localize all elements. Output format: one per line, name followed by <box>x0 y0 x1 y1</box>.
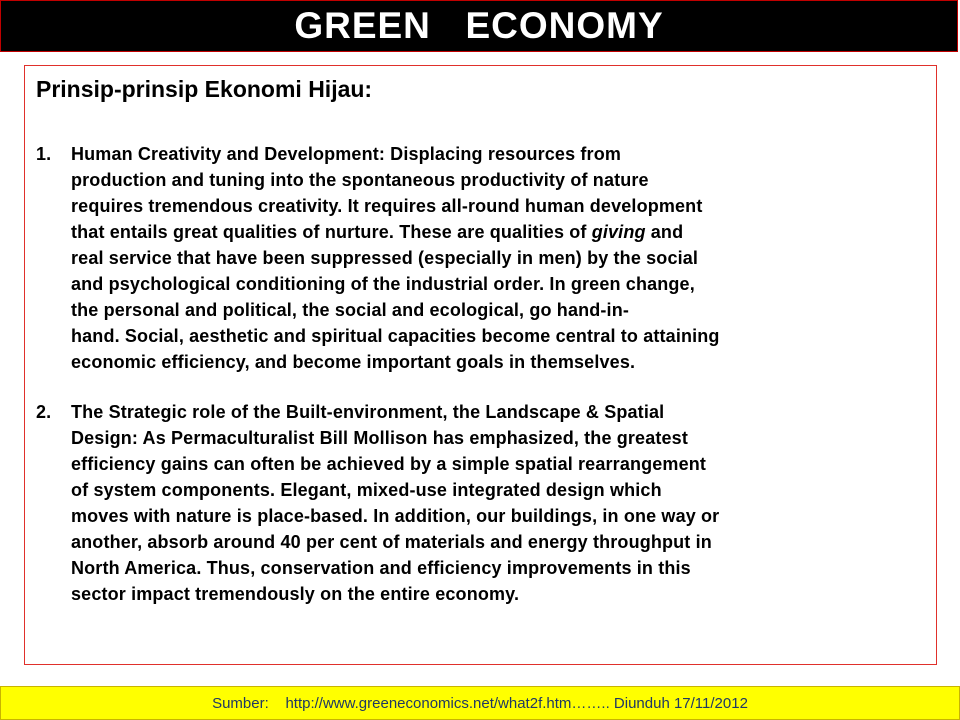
principle-line: North America. Thus, conservation and efficiency improvements in this <box>71 558 691 578</box>
principle-line: real service that have been suppressed (especially in men) by the social <box>71 248 699 268</box>
principle-line: production and tuning into the spontaneous productivity of nature <box>71 170 649 190</box>
principle-number: 1. <box>36 144 52 164</box>
principle-line: another, absorb around 40 per cent of materials and energy throughput in <box>71 532 712 552</box>
title-bar <box>0 0 958 52</box>
source-bar <box>0 686 960 720</box>
emphasis-giving: giving <box>591 222 646 242</box>
principle-line-with-emphasis <box>71 219 931 245</box>
principle-line: sector impact tremendously on the entire economy. <box>71 584 520 604</box>
principles-heading: Prinsip-prinsip Ekonomi Hijau: <box>36 76 373 102</box>
principle-line: Design: As Permaculturalist Bill Mollison has emphasized, the greatest <box>71 428 688 448</box>
principle-line: hand. Social, aesthetic and spiritual capacities become central to attaining <box>71 326 720 346</box>
principle-number: 2. <box>36 402 52 422</box>
principle-line: economic efficiency, and become important goals in themselves. <box>71 352 636 372</box>
source-citation: Sumber: http://www.greeneconomics.net/what2f.htm…….. Diunduh 17/11/2012 <box>212 694 748 712</box>
principle-line: requires tremendous creativity. It requires all-round human development <box>71 196 703 216</box>
principle-line: Human Creativity and Development: Displacing resources from <box>71 144 621 164</box>
principle-line: moves with nature is place-based. In addition, our buildings, in one way or <box>71 506 720 526</box>
principle-text: that entails great qualities of nurture. These are qualities of <box>71 222 592 242</box>
principle-line: and psychological conditioning of the industrial order. In green change, <box>71 274 695 294</box>
principles-list <box>36 141 931 607</box>
principle-line: The Strategic role of the Built-environment, the Landscape & Spatial <box>71 402 665 422</box>
principle-line: of system components. Elegant, mixed-use integrated design which <box>71 480 662 500</box>
principle-text: and <box>645 222 684 242</box>
principle-item-2 <box>36 399 931 607</box>
principle-item-1 <box>36 141 931 375</box>
content-box <box>24 65 937 665</box>
slide-title: GREEN ECONOMY <box>294 5 664 46</box>
principle-line: efficiency gains can often be achieved by a simple spatial rearrangement <box>71 454 707 474</box>
principle-line: the personal and political, the social and ecological, go hand-in- <box>71 300 629 320</box>
